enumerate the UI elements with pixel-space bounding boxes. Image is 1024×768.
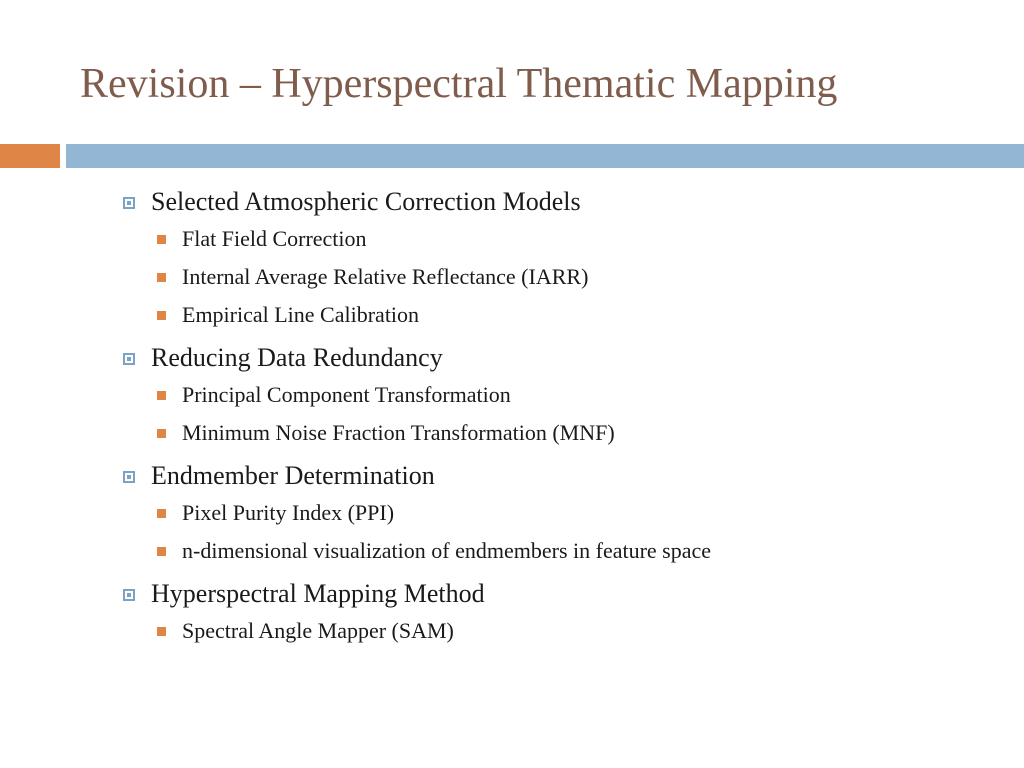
accent-bar-orange [0, 144, 60, 168]
section-heading-text: Hyperspectral Mapping Method [151, 579, 485, 608]
sub-bullet-item [120, 532, 1000, 570]
filled-square-bullet-icon [157, 391, 166, 400]
accent-bar-blue [66, 144, 1024, 168]
square-bullet-icon [123, 589, 135, 601]
square-bullet-icon [123, 353, 135, 365]
section-heading [120, 184, 1000, 220]
sub-bullet-item [120, 296, 1000, 334]
sub-bullet-item [120, 258, 1000, 296]
sub-bullet-text: Internal Average Relative Reflectance (IARR) [182, 264, 589, 289]
sub-bullet-item [120, 414, 1000, 452]
filled-square-bullet-icon [157, 547, 166, 556]
sub-bullet-text: n-dimensional visualization of endmembers in feature space [182, 538, 712, 563]
sub-bullet-text: Flat Field Correction [182, 226, 367, 251]
sub-bullet-text: Principal Component Transformation [182, 382, 511, 407]
section-heading-text: Endmember Determination [151, 461, 435, 490]
filled-square-bullet-icon [157, 311, 166, 320]
square-bullet-icon [123, 197, 135, 209]
square-bullet-icon [123, 471, 135, 483]
section-heading [120, 458, 1000, 494]
sub-bullet-text: Empirical Line Calibration [182, 302, 420, 327]
sub-bullet-text: Pixel Purity Index (PPI) [182, 500, 395, 525]
section-heading-text: Selected Atmospheric Correction Models [151, 187, 581, 216]
sub-bullet-text: Minimum Noise Fraction Transformation (MNF) [182, 420, 615, 445]
section-heading-text: Reducing Data Redundancy [151, 343, 443, 372]
section-heading [120, 576, 1000, 612]
filled-square-bullet-icon [157, 235, 166, 244]
sub-bullet-item [120, 220, 1000, 258]
filled-square-bullet-icon [157, 273, 166, 282]
slide-title: Revision – Hyperspectral Thematic Mapping [80, 61, 838, 107]
filled-square-bullet-icon [157, 627, 166, 636]
filled-square-bullet-icon [157, 429, 166, 438]
sub-bullet-text: Spectral Angle Mapper (SAM) [182, 618, 454, 643]
filled-square-bullet-icon [157, 509, 166, 518]
sub-bullet-item [120, 376, 1000, 414]
bullet-list [120, 184, 1000, 650]
sub-bullet-item [120, 494, 1000, 532]
sub-bullet-item [120, 612, 1000, 650]
section-heading [120, 340, 1000, 376]
